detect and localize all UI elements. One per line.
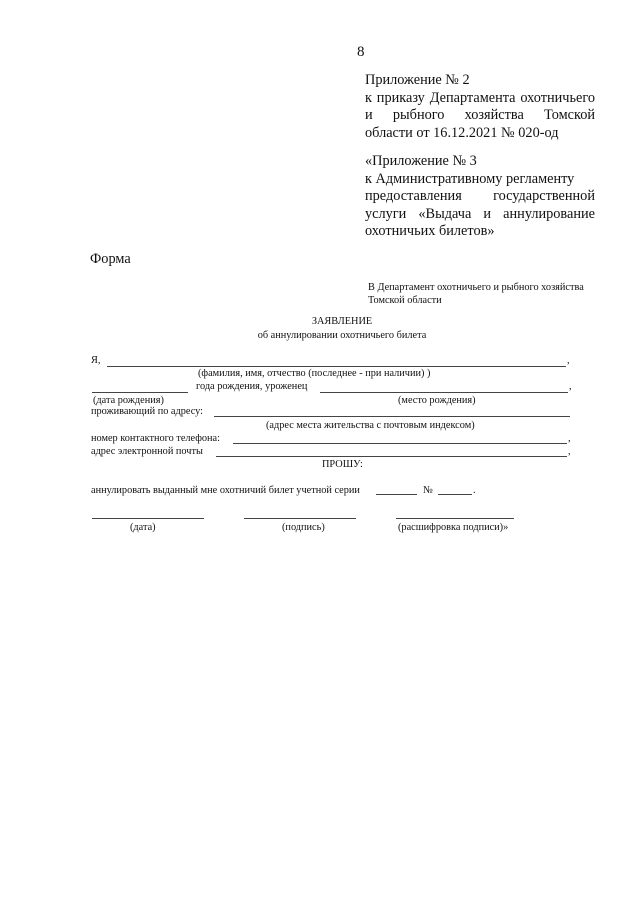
phone-comma: , xyxy=(568,433,571,444)
form-label: Форма xyxy=(90,251,131,267)
appendix-regulation-line3: предоставления государственной xyxy=(365,188,595,205)
sign-signature-line[interactable] xyxy=(244,518,356,519)
request-text: аннулировать выданный мне охотничий билет учетной серии xyxy=(91,485,360,496)
page-number: 8 xyxy=(357,44,365,60)
decrypt-signature-line[interactable] xyxy=(396,518,514,519)
appendix-regulation-line5: охотничьих билетов» xyxy=(365,223,495,240)
addressee-line2: Томской области xyxy=(368,295,442,306)
number-field-line[interactable] xyxy=(438,494,472,495)
email-comma: , xyxy=(568,446,571,457)
appendix-order-line1: Приложение № 2 xyxy=(365,72,470,88)
date-signature-line[interactable] xyxy=(92,518,204,519)
i-label: Я, xyxy=(91,355,101,366)
address-field-line[interactable] xyxy=(214,416,570,417)
appendix-order-line3: и рыбного хозяйства Томской xyxy=(365,107,595,124)
appendix-order-line4: области от 16.12.2021 № 020-од xyxy=(365,124,559,141)
birth-place-caption: (место рождения) xyxy=(398,395,476,406)
appendix-regulation-line4: услуги «Выдача и аннулирование xyxy=(365,205,595,222)
birth-place-field-line[interactable] xyxy=(320,392,568,393)
fio-caption: (фамилия, имя, отчество (последнее - при наличии) ) xyxy=(198,368,431,379)
fio-field-line[interactable] xyxy=(107,366,566,367)
date-caption: (дата) xyxy=(130,522,156,533)
birth-place-comma: , xyxy=(569,381,572,392)
birth-date-caption: (дата рождения) xyxy=(93,395,164,406)
appendix-regulation-line1: «Приложение № 3 xyxy=(365,153,477,169)
address-caption: (адрес места жительства с почтовым индексом) xyxy=(266,420,475,431)
email-label: адрес электронной почты xyxy=(91,446,203,457)
decrypt-caption: (расшифровка подписи)» xyxy=(398,522,509,533)
appendix-regulation-line2: к Административному регламенту xyxy=(365,170,575,187)
series-field-line[interactable] xyxy=(376,494,417,495)
request-end-dot: . xyxy=(473,485,476,496)
phone-field-line[interactable] xyxy=(233,443,567,444)
email-field-line[interactable] xyxy=(216,456,567,457)
document-subtitle: об аннулировании охотничьего билета xyxy=(257,330,427,341)
birth-year-text: года рождения, уроженец xyxy=(196,381,308,392)
document-title: ЗАЯВЛЕНИЕ xyxy=(311,316,373,327)
addressee-block xyxy=(368,281,584,307)
addressee-line1: В Департамент охотничьего и рыбного хозяйства xyxy=(368,282,584,293)
request-heading: ПРОШУ: xyxy=(322,459,363,470)
number-sign: № xyxy=(423,485,433,496)
fio-comma: , xyxy=(567,355,570,366)
residing-label: проживающий по адресу: xyxy=(91,406,204,417)
sign-caption: (подпись) xyxy=(282,522,325,533)
appendix-order-block xyxy=(365,72,595,142)
phone-label: номер контактного телефона: xyxy=(91,433,220,444)
appendix-regulation-block xyxy=(365,153,595,241)
appendix-order-line2: к приказу Департамента охотничьего xyxy=(365,89,595,106)
birth-date-field-line[interactable] xyxy=(92,392,188,393)
